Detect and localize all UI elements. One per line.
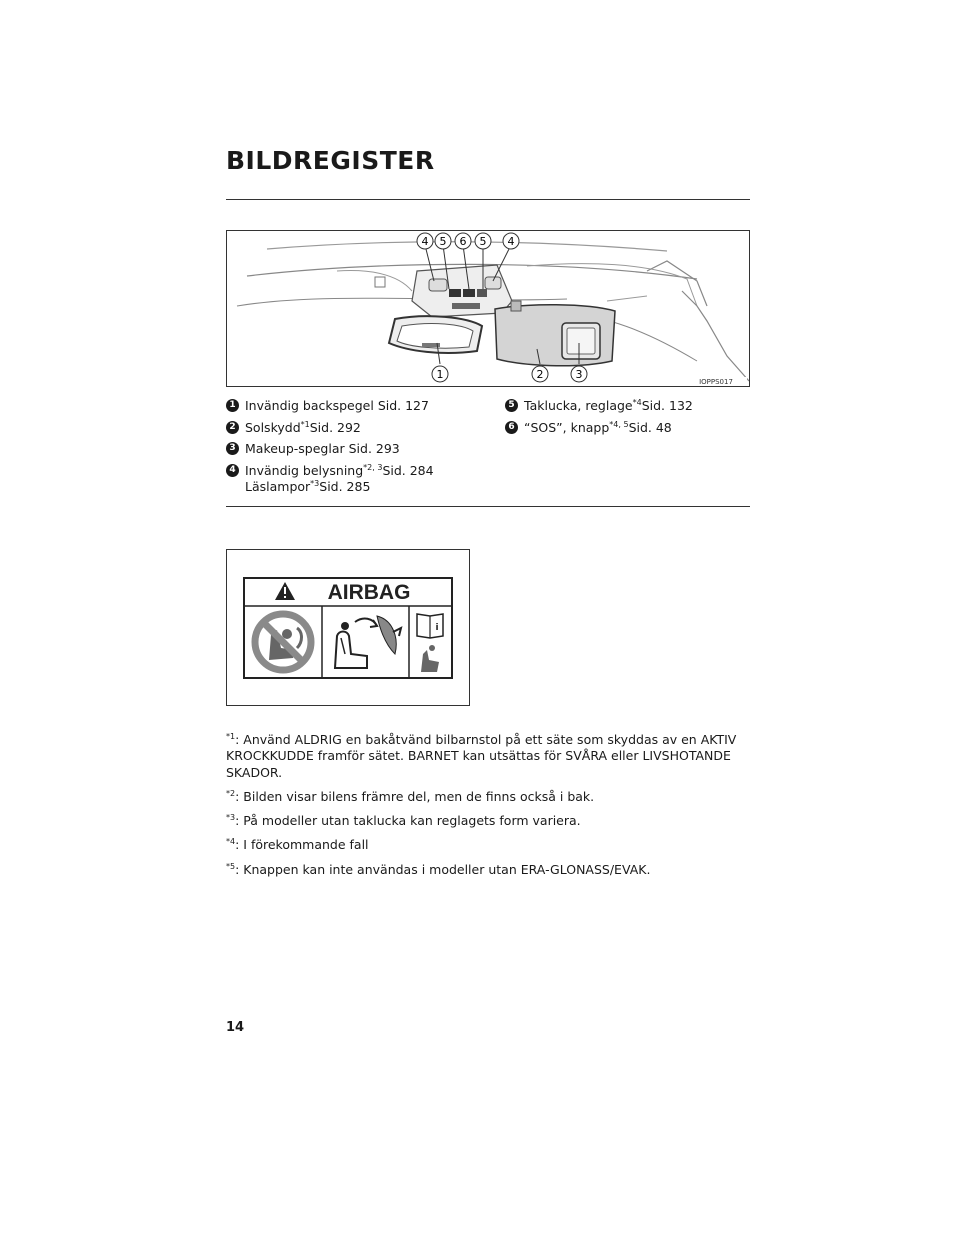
footnote-text: : Bilden visar bilens främre del, men de finns också i bak.	[235, 788, 595, 804]
callout-6	[455, 233, 471, 249]
item-text: Invändig backspegel Sid. 127	[245, 398, 429, 413]
footnote-mark: *5	[226, 861, 236, 871]
footnote-mark: *2	[226, 788, 236, 798]
item-number: 5	[505, 399, 518, 412]
item-number: 2	[226, 421, 239, 434]
footnote-text: : Använd ALDRIG en bakåtvänd bilbarnstol på ett säte som skyddas av en AKTIV KROCKKUDDE framför sätet. BARNET kan utsättas för SVÅRA eller LIVSHOTANDE SKADOR.	[226, 732, 737, 780]
footnotes	[226, 732, 746, 886]
item-text: Solskydd	[245, 419, 301, 435]
title-rule	[226, 199, 750, 200]
no-child-seat-icon	[255, 614, 311, 670]
item-number: 1	[226, 399, 239, 412]
item-label	[245, 463, 434, 479]
item-text: Makeup-speglar Sid. 293	[245, 441, 400, 457]
legend-item-1	[226, 398, 486, 414]
figure-code: IOPPS017	[699, 378, 733, 386]
legend-item-6	[505, 420, 750, 436]
item-footnote-mark: *4	[632, 397, 642, 407]
callout-text: 3	[575, 368, 583, 381]
page-number: 14	[226, 1020, 245, 1035]
overhead-illustration	[227, 231, 749, 386]
item-label	[524, 420, 672, 436]
legend-rule	[226, 506, 750, 507]
callout-text: 4	[421, 235, 429, 248]
svg-text:i: i	[435, 623, 439, 633]
item-label	[524, 398, 693, 414]
item-text: “SOS”, knapp	[524, 419, 610, 435]
callout-text: 1	[436, 368, 444, 381]
airbag-label-illustration	[227, 550, 469, 705]
callout-3	[571, 366, 587, 382]
callout-2	[532, 366, 548, 382]
footnote-mark: *3	[226, 812, 236, 822]
callout-1	[432, 366, 448, 382]
item-footnote-mark: *1	[300, 419, 310, 429]
item-number: 4	[226, 464, 239, 477]
manual-book-icon	[417, 614, 443, 638]
footnote-mark: *1	[226, 731, 236, 741]
airbag-warning-figure	[226, 549, 470, 706]
item-page-ref: Sid. 292	[309, 419, 361, 435]
item-footnote-mark: *2, 3	[363, 462, 383, 472]
callout-5-right	[475, 233, 491, 249]
item-number: 6	[505, 421, 518, 434]
footnote-3	[226, 813, 746, 829]
item-text: Taklucka, reglage	[524, 398, 633, 413]
item-text: Invändig belysning	[245, 462, 364, 478]
item-label	[245, 420, 361, 436]
item-text: Läslampor	[245, 478, 311, 494]
item-page-ref: Sid. 285	[319, 478, 371, 494]
overhead-console-figure	[226, 230, 750, 387]
footnote-text: : På modeller utan taklucka kan reglagets form variera.	[235, 813, 581, 828]
callout-text: 4	[507, 235, 515, 248]
page-title: BILDREGISTER	[226, 146, 435, 175]
callout-5-left	[435, 233, 451, 249]
footnote-4	[226, 837, 746, 853]
footnote-1	[226, 732, 746, 781]
footnote-text: : I förekommande fall	[235, 837, 369, 853]
callout-text: 5	[439, 235, 447, 248]
item-footnote-mark: *4, 5	[609, 419, 629, 429]
legend-item-4	[226, 463, 486, 479]
callout-text: 2	[536, 368, 544, 381]
footnote-mark: *4	[226, 837, 236, 847]
airbag-title: AIRBAG	[327, 581, 411, 604]
legend-item-4-line2	[226, 479, 486, 495]
legend-item-2	[226, 420, 486, 436]
callout-text: 6	[459, 235, 467, 248]
callout-text: 5	[479, 235, 487, 248]
item-number: 3	[226, 442, 239, 455]
item-footnote-mark: *3	[310, 478, 320, 488]
item-page-ref: Sid. 284	[382, 462, 434, 478]
legend-item-3	[226, 441, 486, 457]
legend-left	[226, 398, 486, 494]
footnote-2	[226, 789, 746, 805]
legend-item-5	[505, 398, 750, 414]
footnote-5	[226, 862, 746, 878]
footnote-text: : Knappen kan inte användas i modeller utan ERA-GLONASS/EVAK.	[235, 861, 651, 877]
legend-right	[505, 398, 750, 441]
callout-4-right	[503, 233, 519, 249]
callout-4-left	[417, 233, 433, 249]
item-page-ref: Sid. 132	[641, 398, 693, 413]
item-page-ref: Sid. 48	[628, 419, 672, 435]
